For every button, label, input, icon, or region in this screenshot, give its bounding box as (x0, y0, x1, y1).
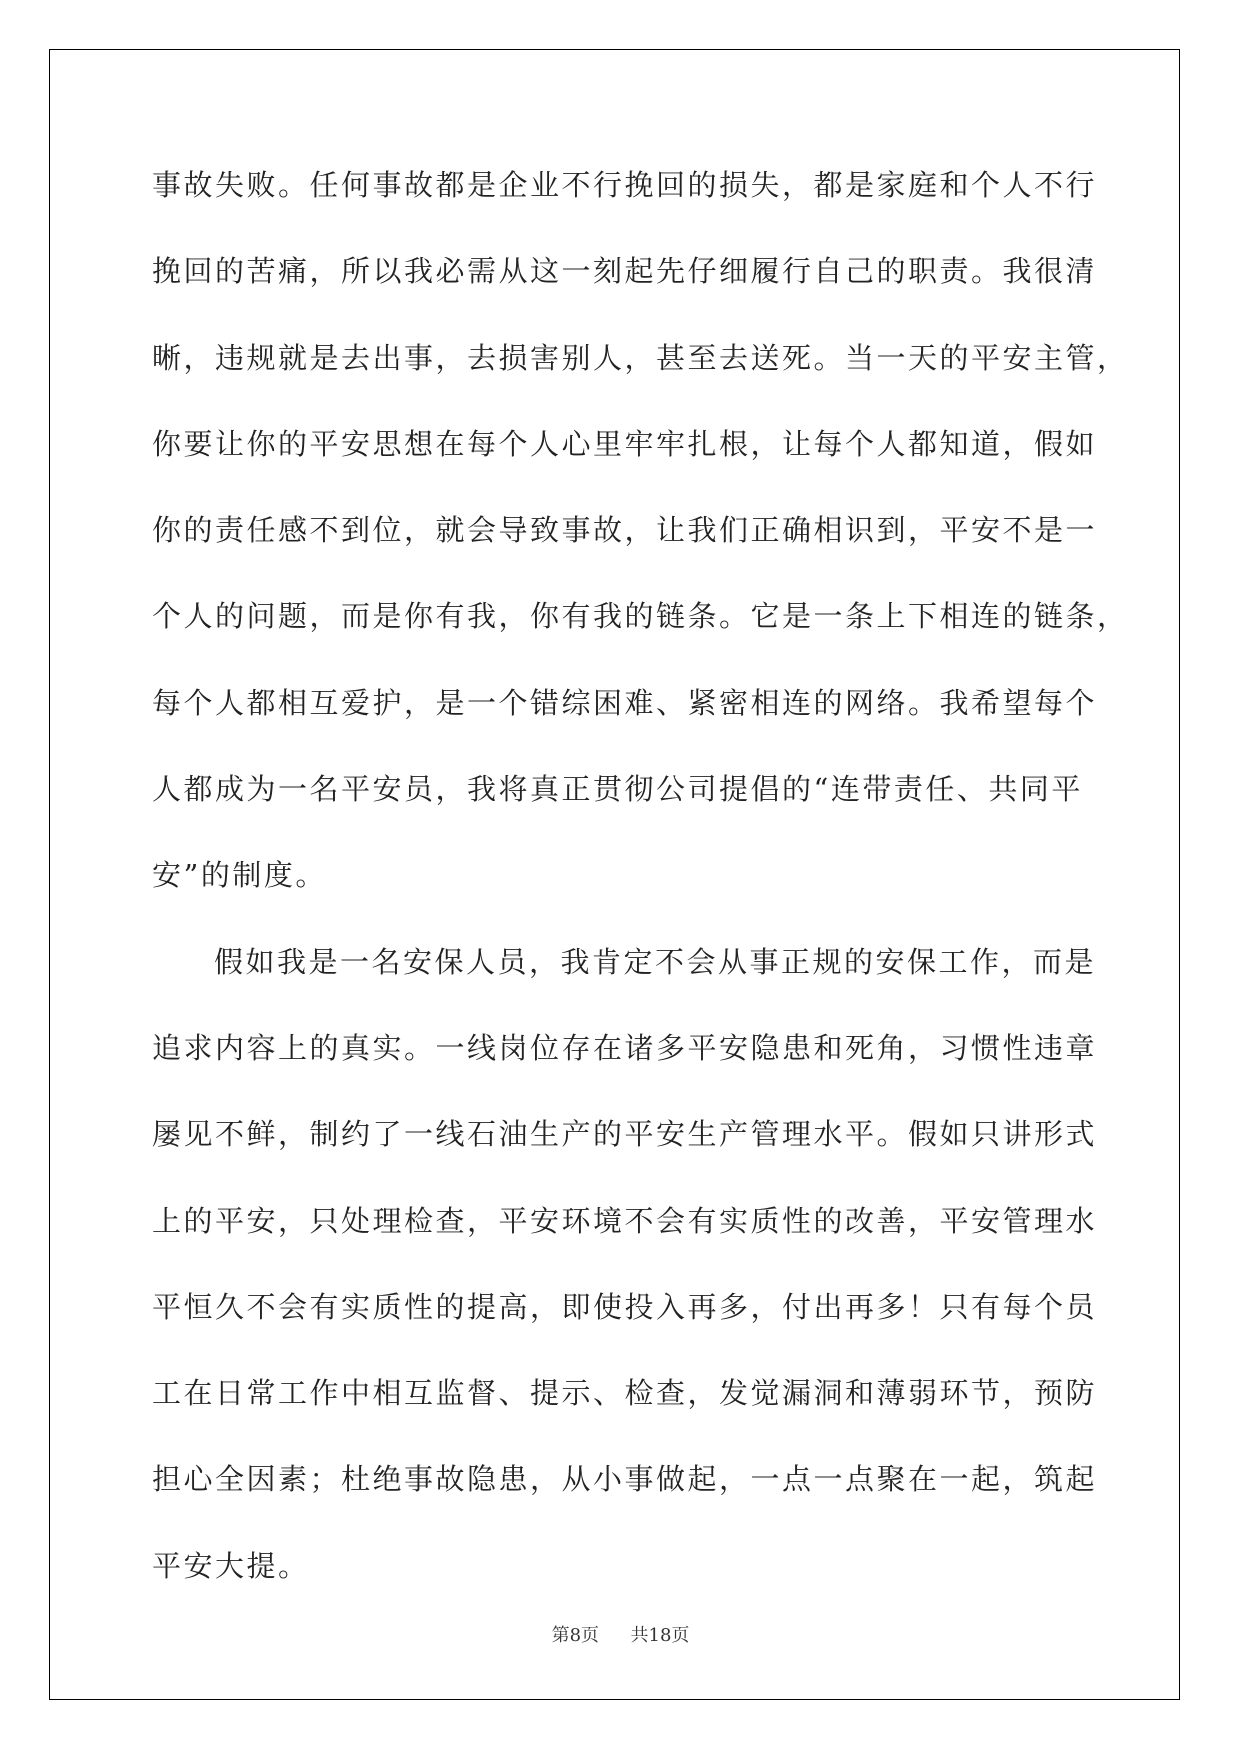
text-line: 你要让你的平安思想在每个人心里牢牢扎根，让每个人都知道，假如 (152, 426, 1098, 461)
document-body (152, 142, 1129, 1609)
text-line: 晰，违规就是去出事，去损害别人，甚至去送死。当一天的平安主管， (152, 340, 1129, 375)
text-line: 屡见不鲜，制约了一线石油生产的平安生产管理水平。假如只讲形式 (152, 1117, 1098, 1152)
text-line: 追求内容上的真实。一线岗位存在诸多平安隐患和死角，习惯性违章 (152, 1030, 1098, 1065)
text-line: 你的责任感不到位，就会导致事故，让我们正确相识到，平安不是一 (152, 513, 1098, 548)
paragraph-2 (152, 919, 1098, 1609)
paragraph-1 (152, 142, 1129, 919)
text-line: 人都成为一名平安员，我将真正贯彻公司提倡的“连带责任、共同平 (152, 772, 1083, 807)
text-line: 事故失败。任何事故都是企业不行挽回的损失，都是家庭和个人不行 (152, 168, 1098, 202)
text-line: 安”的制度。 (152, 858, 327, 893)
text-line: 担心全因素；杜绝事故隐患，从小事做起，一点一点聚在一起，筑起 (152, 1462, 1098, 1497)
page-number: 第8页 (551, 1625, 600, 1646)
text-line: 平恒久不会有实质性的提高，即使投入再多，付出再多！只有每个员 (152, 1289, 1098, 1324)
page-total: 共18页 (630, 1625, 690, 1646)
text-line: 上的平安，只处理检查，平安环境不会有实质性的改善，平安管理水 (152, 1203, 1098, 1238)
text-line: 假如我是一名安保人员，我肯定不会从事正规的安保工作，而是 (214, 944, 1097, 979)
text-line: 个人的问题，而是你有我，你有我的链条。它是一条上下相连的链条， (152, 599, 1129, 634)
text-line: 平安大提。 (152, 1548, 310, 1583)
page-footer (0, 1621, 1241, 1647)
text-line: 每个人都相互爱护，是一个错综困难、紧密相连的网络。我希望每个 (152, 685, 1098, 720)
text-line: 挽回的苦痛，所以我必需从这一刻起先仔细履行自己的职责。我很清 (152, 254, 1098, 289)
text-line: 工在日常工作中相互监督、提示、检查，发觉漏洞和薄弱环节，预防 (152, 1376, 1098, 1411)
